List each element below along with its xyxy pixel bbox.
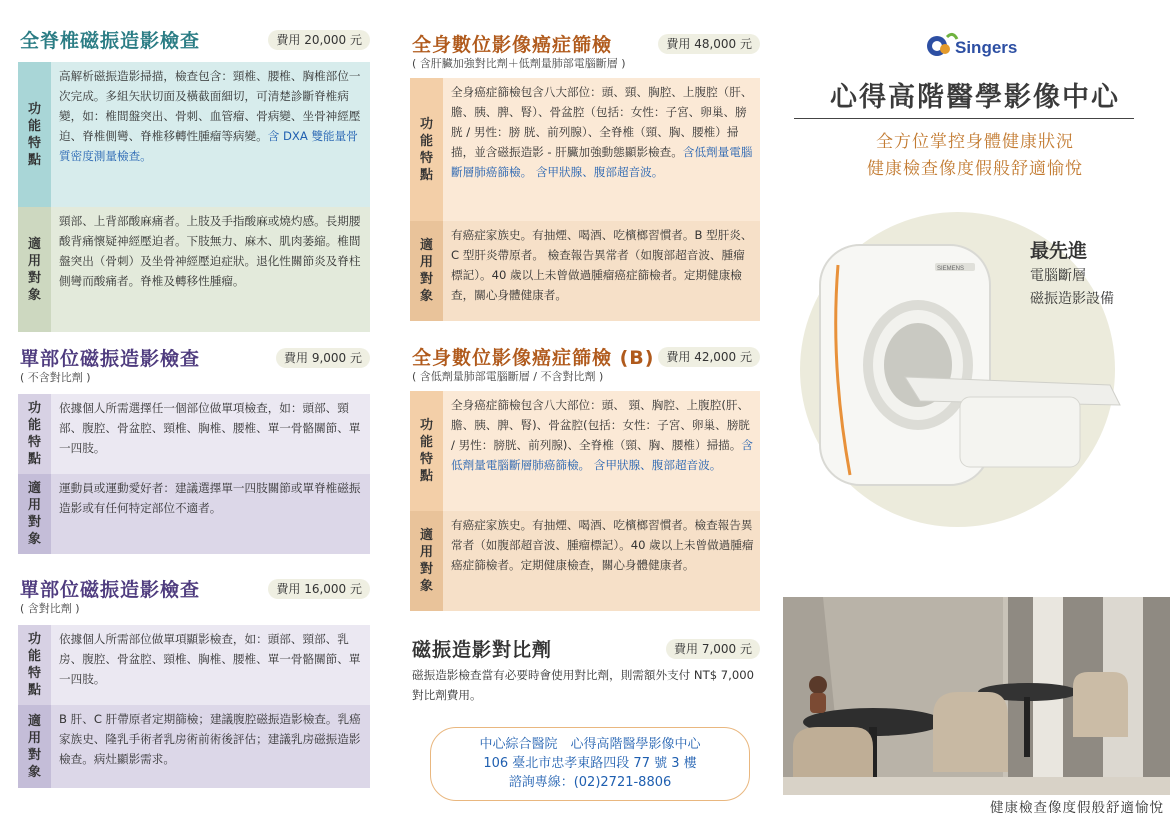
title-divider [794,118,1134,119]
lounge-illustration [783,597,1170,795]
phone-number: 諮詢專線：(02)2721-8806 [508,775,672,790]
feature-label: 功能特點 [410,78,443,221]
center-title: 心得高階醫學影像中心 [830,82,1120,113]
address: 106 臺北市忠孝東路四段 77 號 3 樓 [483,756,697,771]
full-spine-mri-section [18,26,373,332]
section-subtitle: ( 含對比劑 ) [20,602,80,615]
section-subtitle: ( 不含對比劑 ) [20,371,91,384]
fee-badge: 費用 9,000 元 [276,348,370,368]
feature-extra: 含 DXA 雙能量骨質密度測量檢查。 [59,129,358,163]
suitable-label: 適用對象 [18,207,51,332]
feature-extra: 含低劑量電腦斷層肺癌篩檢。 含甲狀腺、腹部超音波。 [451,145,753,179]
full-body-cancer-screening-section [410,30,760,321]
section-title: 全脊椎磁振造影檢查 [20,30,201,52]
feature-text: 高解析磁振造影掃描，檢查包含：頸椎、腰椎、胸椎部位一 次完成。多組矢狀切面及橫截面細切，可清楚診斷脊椎病變，如：椎間盤突出、骨刺、血管瘤、骨病變、坐骨神經壓迫、脊椎側彎、脊椎移轉性腫瘤等病變。含 DXA 雙能量骨質密度測量檢查。 [51,62,370,207]
fee-badge: 費用 48,000 元 [658,34,760,54]
svg-text:SIEMENS: SIEMENS [937,266,965,272]
suitable-text: 運動員或運動愛好者：建議選擇單一四肢關節或單脊椎磁振造影或有任何特定部位不適者。 [51,474,370,554]
fee-badge: 費用 16,000 元 [268,579,370,599]
right-column [780,0,1170,827]
feature-label: 功能特點 [410,391,443,511]
logo-mark-icon [925,27,1045,63]
contact-box [430,727,750,801]
feature-label: 功能特點 [18,62,51,207]
tagline-2: 健康檢查像度假般舒適愉悅 [867,159,1083,179]
fee-badge: 費用 20,000 元 [268,30,370,50]
feature-label: 功能特點 [18,625,51,705]
photo-caption: 健康檢查像度假般舒適愉悅 [990,800,1164,816]
tagline-1: 全方位掌控身體健康狀況 [876,132,1074,152]
lounge-photo [783,597,1170,795]
feature-headline: 最先進 [1030,240,1088,262]
suitable-text: 有癌症家族史。有抽煙、喝酒、吃檳榔習慣者。檢查報告異常者（如腹部超音波、腫瘤標記）。40 歲以上未曾做過腫瘤癌症篩檢者。定期健康檢查，關心身體健康者。 [443,511,760,611]
feature-text: 全身癌症篩檢包含八大部位：頭、頸、胸腔、上腹腔（肝、膽、胰、脾、腎）、骨盆腔（包括：女性：子宮、卵巢、膀胱 / 男性：膀 胱、前列腺）、全脊椎（頸、胸、腰椎）掃描，並含磁振造影 - 肝臟加強動態顯影檢查。含低劑量電腦斷層肺癌篩檢。 含甲狀腺、腹部超音波。 [443,78,760,221]
suitable-label: 適用對象 [410,511,443,611]
single-mri-no-contrast-section [18,344,370,554]
feature-line-1: 電腦斷層 [1030,268,1086,284]
contrast-text: 磁振造影檢查當有必要時會使用對比劑，則需額外支付 NT$ 7,000 對比劑費用。 [412,668,754,702]
suitable-label: 適用對象 [18,705,51,788]
section-title: 磁振造影對比劑 [412,639,553,661]
hospital-name: 中心綜合醫院 心得高階醫學影像中心 [479,737,701,752]
feature-extra: 含低劑量電腦斷層肺癌篩檢。 含甲狀腺、腹部超音波。 [451,438,753,472]
feature-text: 依據個人所需部位做單項顯影檢查，如：頭部、頸部、乳房、腹腔、骨盆腔、頸椎、胸椎、腰椎、單一骨骼關節、單一四肢。 [51,625,370,705]
section-title: 單部位磁振造影檢查 [20,579,201,601]
svg-text:Singers: Singers [955,38,1018,57]
suitable-text: 頸部、上背部酸麻痛者。上肢及手指酸麻或燒灼感。長期腰酸背痛懷疑神經壓迫者。下肢無力、麻木、肌肉萎縮。椎間盤突出（骨刺）及坐骨神經壓迫症狀。退化性關節炎及脊柱側彎而酸痛者。脊椎及轉移性腫瘤。 [51,207,370,332]
feature-text: 依據個人所需選擇任一個部位做單項檢查，如：頭部、頸部、腹腔、骨盆腔、頸椎、胸椎、腰椎、單一骨骼關節、單一四肢。 [51,394,370,474]
section-title: 全身數位影像癌症篩檢 (B) [412,347,655,369]
section-title: 單部位磁振造影檢查 [20,348,201,370]
full-body-cancer-screening-b-section [410,343,760,611]
suitable-text: B 肝、C 肝帶原者定期篩檢；建議腹腔磁振造影檢查。乳癌家族史、隆乳手術者乳房術前術後評估；建議乳房磁振造影檢查。病灶顯影需求。 [51,705,370,788]
suitable-label: 適用對象 [18,474,51,554]
suitable-label: 適用對象 [410,221,443,321]
mri-machine-illustration [810,225,1145,515]
fee-badge: 費用 7,000 元 [666,639,760,659]
feature-text: 全身癌症篩檢包含八大部位：頭、 頸、胸腔、上腹腔(肝、膽、胰、脾、腎)、骨盆腔(包括：女性：子宮、卵巢、膀胱 / 男性：膀胱、前列腺)、全脊椎（頸、胸、腰椎）掃描。含低劑量電腦斷層肺癌篩檢。 含甲狀腺、腹部超音波。 [443,391,760,511]
section-subtitle: ( 含肝臟加強對比劑＋低劑量肺部電腦斷層 ) [412,57,626,70]
suitable-text: 有癌症家族史。有抽煙、喝酒、吃檳榔習慣者。B 型肝炎、C 型肝炎帶原者。 檢查報告異常者（如腹部超音波、腫瘤標記）。40 歲以上未曾做過腫瘤癌症篩檢者。定期健康檢查，關心身體健康者。 [443,221,760,321]
feature-label: 功能特點 [18,394,51,474]
single-mri-contrast-section [18,575,370,788]
contrast-agent-section [410,635,760,705]
section-subtitle: ( 含低劑量肺部電腦斷層 / 不含對比劑 ) [412,370,604,383]
feature-line-2: 磁振造影設備 [1030,291,1114,307]
fee-badge: 費用 42,000 元 [658,347,760,367]
brand-logo [925,27,1045,63]
section-title: 全身數位影像癌症篩檢 [412,34,613,56]
